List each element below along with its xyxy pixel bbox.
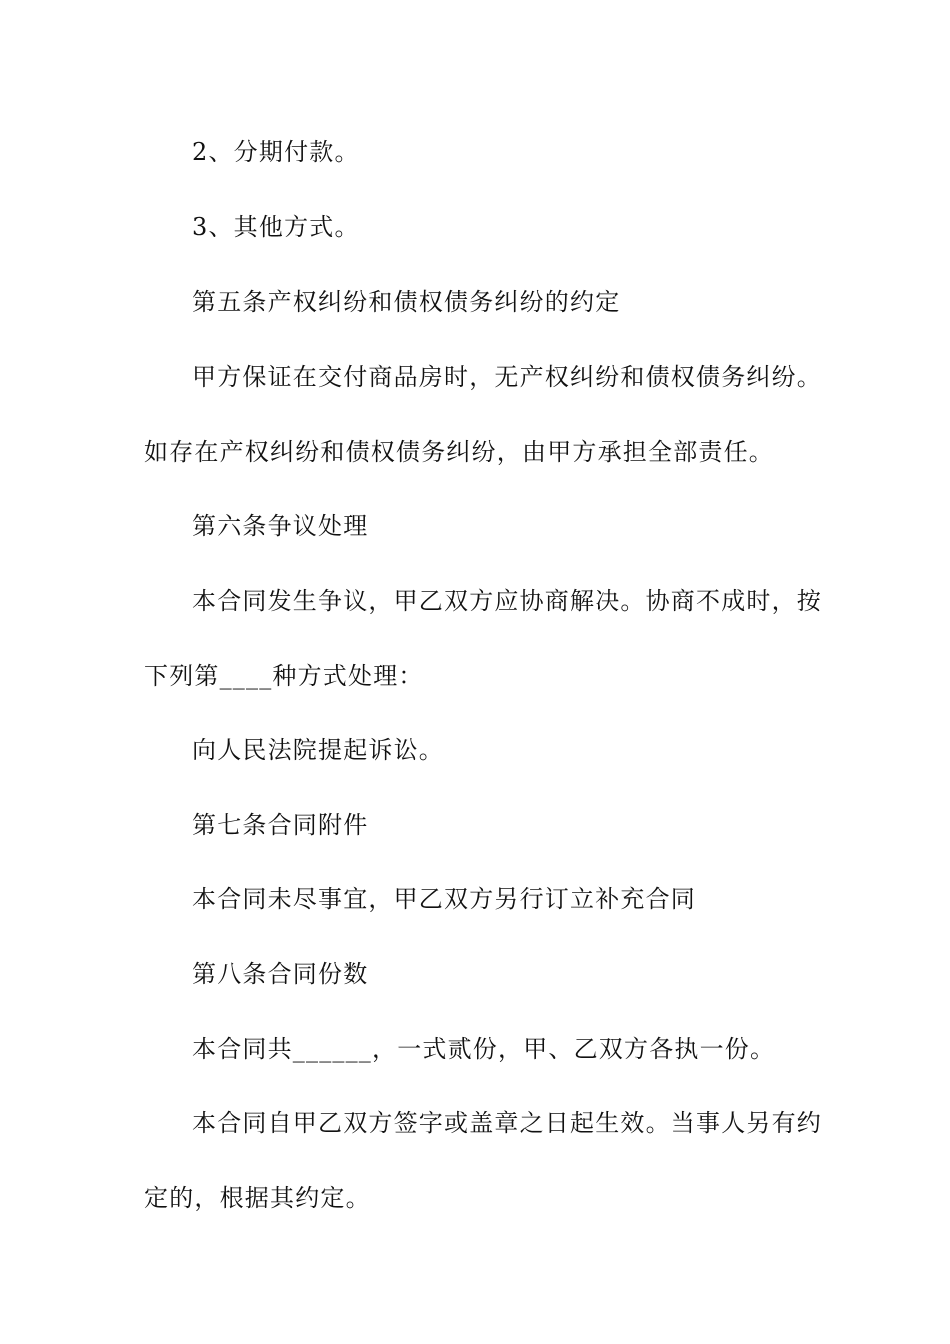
article-5-text-line-1: 甲方保证在交付商品房时，无产权纠纷和债权债务纠纷。 xyxy=(192,363,822,391)
article-5-heading: 第五条产权纠纷和债权债务纠纷的约定 xyxy=(192,288,621,316)
article-6-text-line-1: 本合同发生争议，甲乙双方应协商解决。协商不成时，按 xyxy=(192,587,822,615)
article-8-text: 本合同共______，一式贰份，甲、乙双方各执一份。 xyxy=(192,1035,776,1063)
effective-clause-line-1: 本合同自甲乙双方签字或盖章之日起生效。当事人另有约 xyxy=(192,1109,822,1137)
article-6-heading: 第六条争议处理 xyxy=(192,512,369,540)
effective-clause-line-2: 定的，根据其约定。 xyxy=(144,1184,371,1212)
article-7-heading: 第七条合同附件 xyxy=(192,811,369,839)
article-7-text: 本合同未尽事宜，甲乙双方另行订立补充合同 xyxy=(192,885,696,913)
item-installment-payment: 2、分期付款。 xyxy=(192,138,360,166)
article-8-heading: 第八条合同份数 xyxy=(192,960,369,988)
article-6-option: 向人民法院提起诉讼。 xyxy=(192,736,444,764)
item-other-methods: 3、其他方式。 xyxy=(192,213,360,241)
article-6-text-line-2: 下列第____种方式处理： xyxy=(144,662,424,690)
article-5-text-line-2: 如存在产权纠纷和债权债务纠纷，由甲方承担全部责任。 xyxy=(144,438,774,466)
